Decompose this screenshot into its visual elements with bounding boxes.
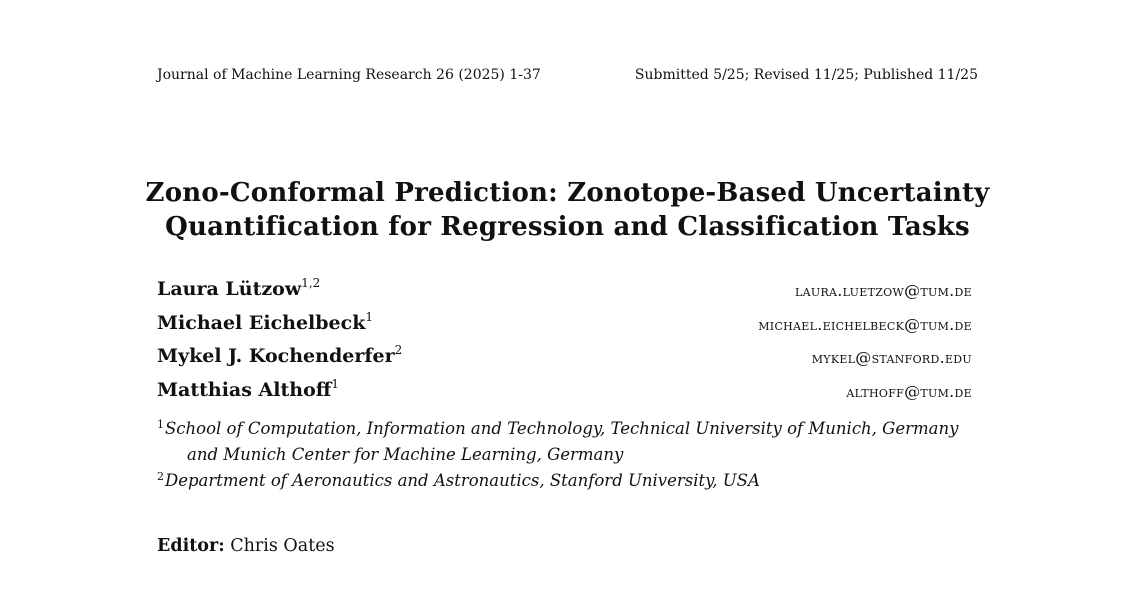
author-row <box>157 343 972 377</box>
affiliation-list <box>157 416 977 494</box>
submission-dates: Submitted 5/25; Revised 11/25; Published 11/25 <box>634 67 978 83</box>
affiliation-1-continued <box>157 442 977 468</box>
title-line-2: Quantification for Regression and Classification Tasks <box>165 212 970 242</box>
author-name <box>157 377 339 403</box>
author-name-text: Mykel J. Kochenderfer <box>157 345 395 367</box>
title-line-1: Zono-Conformal Prediction: Zonotope-Based Uncertainty <box>145 178 990 208</box>
author-email[interactable]: michael.eichelbeck@tum.de <box>758 314 972 334</box>
affiliation-2 <box>157 468 977 494</box>
author-name <box>157 310 373 336</box>
author-row <box>157 276 972 310</box>
editor-line <box>157 534 335 558</box>
affiliation-1 <box>157 416 977 442</box>
paper-title <box>120 176 1015 244</box>
author-affiliation-marker: 1,2 <box>301 276 321 290</box>
author-email[interactable]: althoff@tum.de <box>846 381 972 401</box>
author-email[interactable]: laura.luetzow@tum.de <box>795 281 972 300</box>
author-affiliation-marker: 1 <box>331 376 340 391</box>
editor-name: Chris Oates <box>230 536 335 556</box>
author-row <box>157 377 972 411</box>
affiliation-text: and Munich Center for Machine Learning, Germany <box>187 445 624 464</box>
journal-header: Journal of Machine Learning Research 26 (2025) 1-37 <box>157 67 541 83</box>
affiliation-text: School of Computation, Information and Technology, Technical University of Munich, Germany <box>165 419 959 438</box>
affiliation-text: Department of Aeronautics and Astronautics, Stanford University, USA <box>165 471 760 490</box>
author-name <box>157 343 402 369</box>
author-email[interactable]: mykel@stanford.edu <box>811 348 972 367</box>
affiliation-marker: 1 <box>157 418 164 431</box>
author-name <box>157 276 320 302</box>
editor-label: Editor: <box>157 536 225 556</box>
author-name-text: Matthias Althoff <box>157 378 332 401</box>
author-list <box>157 276 972 410</box>
author-name-text: Michael Eichelbeck <box>157 311 366 334</box>
author-affiliation-marker: 1 <box>365 309 374 324</box>
author-name-text: Laura Lützow <box>157 278 302 300</box>
author-affiliation-marker: 2 <box>394 343 403 357</box>
affiliation-marker: 2 <box>157 470 164 483</box>
author-row <box>157 310 972 344</box>
